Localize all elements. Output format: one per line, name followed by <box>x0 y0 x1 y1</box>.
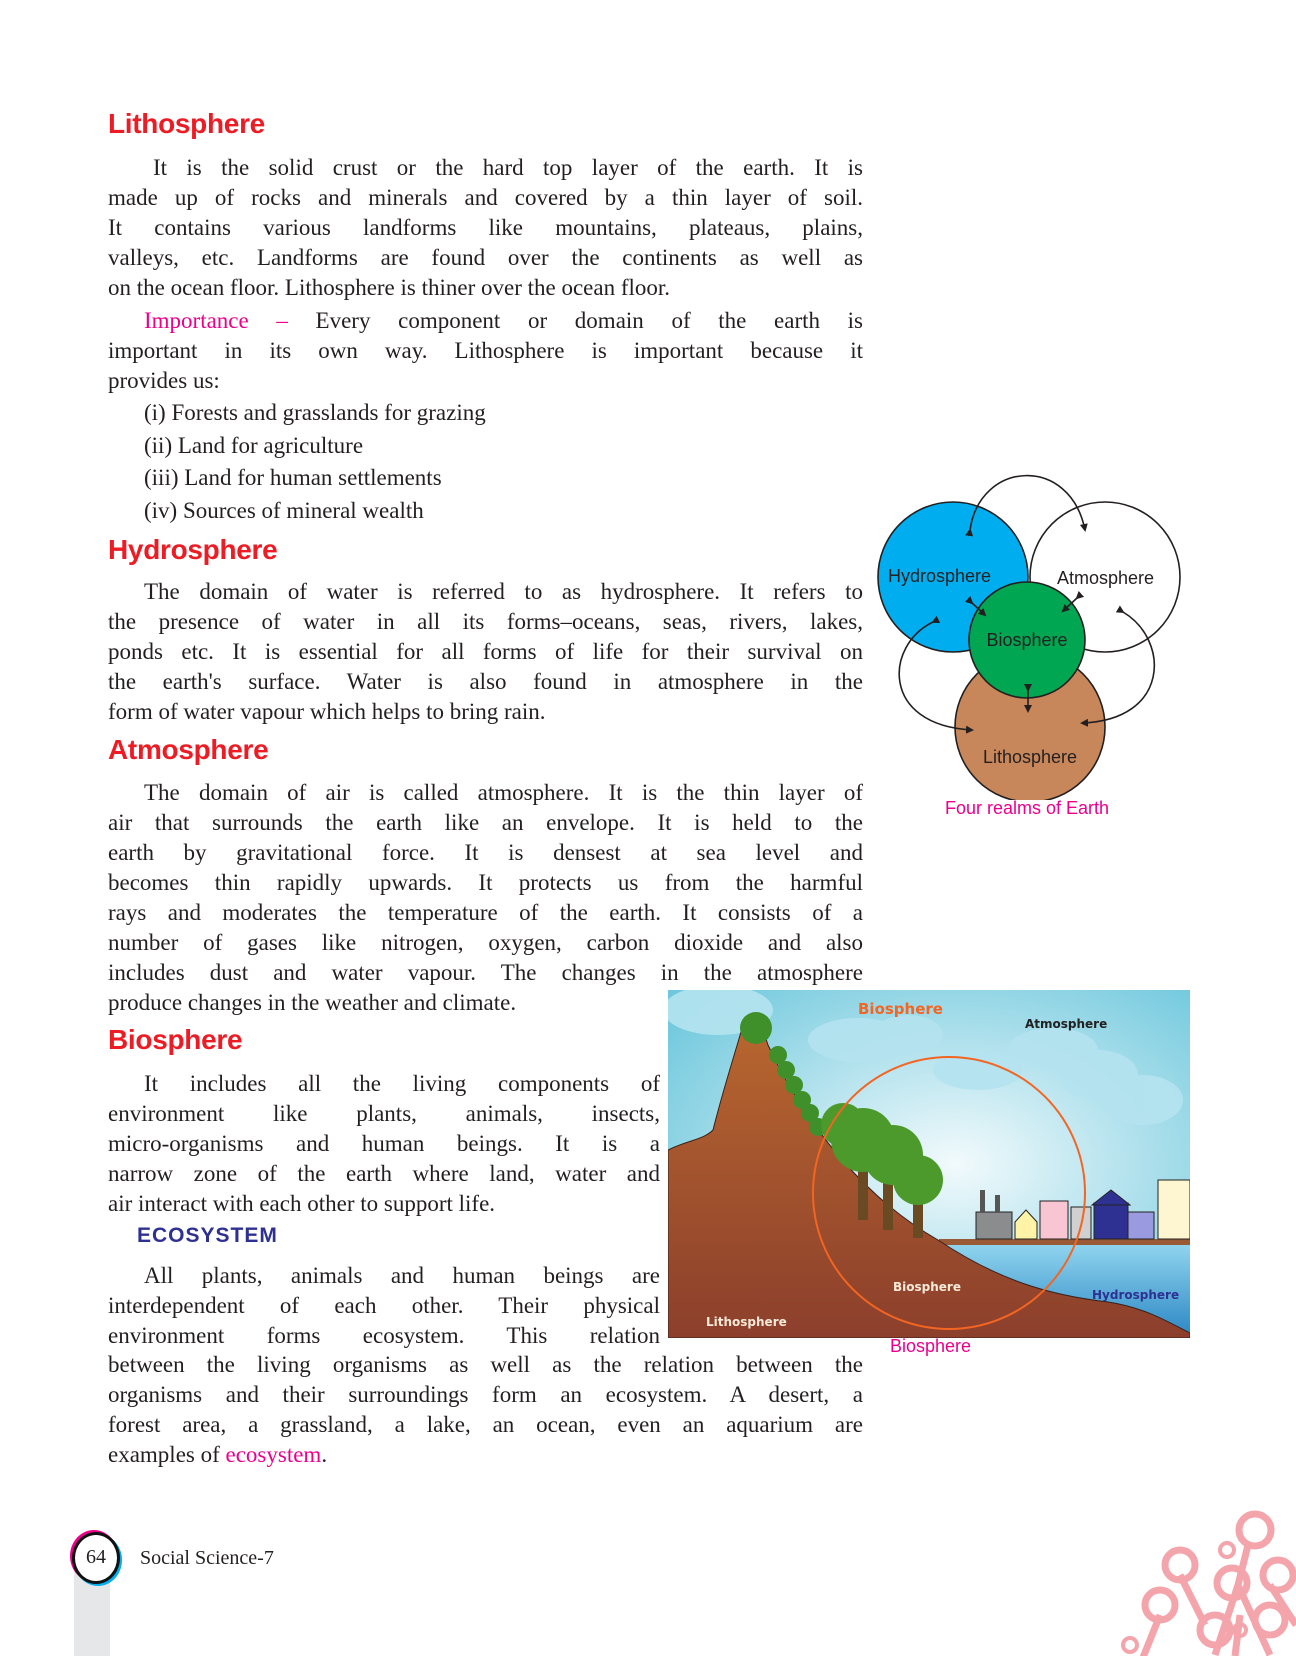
text: examples of <box>108 1442 226 1467</box>
text-line: on the ocean floor. Lithosphere is thiner over the ocean floor. <box>108 275 671 300</box>
ecosystem-link[interactable]: ecosystem <box>225 1442 322 1467</box>
list-item: (ii) Land for agriculture <box>144 432 364 458</box>
text-line: important in its own way. Lithosphere is important because it <box>108 338 863 363</box>
label-atmosphere: Atmosphere <box>1057 568 1155 588</box>
four-realms-diagram <box>860 460 1200 800</box>
importance-line <box>108 306 863 336</box>
text-line: between the living organisms as well as the relation between the <box>108 1352 863 1377</box>
lithosphere-list <box>144 398 486 528</box>
text-line: air that surrounds the earth like an envelope. It is held to the <box>108 810 863 835</box>
ecosystem-paragraph-narrow <box>108 1261 660 1351</box>
text-line: It contains various landforms like mountains, plateaus, plains, <box>108 215 863 240</box>
heading-hydrosphere: Hydrosphere <box>108 534 278 565</box>
importance-paragraph <box>108 306 863 396</box>
text-line: number of gases like nitrogen, oxygen, carbon dioxide and also <box>108 930 863 955</box>
text-line: air interact with each other to support life. <box>108 1191 496 1216</box>
biosphere-paragraph <box>108 1069 660 1219</box>
text-line: It includes all the living components of <box>144 1071 660 1096</box>
label-hydrosphere: Hydrosphere <box>1092 1288 1180 1302</box>
ecosystem-last-line <box>108 1440 863 1470</box>
text-line: micro-organisms and human beings. It is a <box>108 1131 660 1156</box>
text-line: rays and moderates the temperature of the earth. It consists of a <box>108 900 863 925</box>
list-item: (i) Forests and grasslands for grazing <box>144 400 486 425</box>
label-biosphere: Biosphere <box>986 630 1068 650</box>
text-line: the earth's surface. Water is also found in atmosphere in the <box>108 669 863 694</box>
importance-rest <box>108 336 863 396</box>
text-line: includes dust and water vapour. The changes in the atmosphere <box>108 960 863 985</box>
caption-four-realms: Four realms of Earth <box>945 798 1110 818</box>
ecosystem-lines <box>108 1350 863 1440</box>
text-line: The domain of air is called atmosphere. It is the thin layer of <box>144 780 863 805</box>
text-line: the presence of water in all its forms–oceans, seas, rivers, lakes, <box>108 609 863 634</box>
heading-lithosphere: Lithosphere <box>108 108 265 139</box>
list-item: (iv) Sources of mineral wealth <box>144 497 424 523</box>
text-line: ponds etc. It is essential for all forms of life for their survival on <box>108 639 863 664</box>
text-line: interdependent of each other. Their physical <box>108 1293 660 1318</box>
book-title: Social Science-7 <box>140 1547 274 1569</box>
text-line: becomes thin rapidly upwards. It protects us from the harmful <box>108 870 863 895</box>
importance-label: Importance – <box>144 308 288 333</box>
heading-ecosystem: ECOSYSTEM <box>137 1224 278 1247</box>
label-biosphere-top: Biosphere <box>858 1000 943 1018</box>
importance-text: Every component or domain of the earth is <box>287 308 863 333</box>
text-line: The domain of water is referred to as hydrosphere. It refers to <box>144 579 863 604</box>
text-line: organisms and their surroundings form an ecosystem. A desert, a <box>108 1382 863 1407</box>
text-line: environment forms ecosystem. This relation <box>108 1323 660 1348</box>
ecosystem-paragraph-wide <box>108 1350 863 1470</box>
decorative-molecule-icon <box>1120 1505 1296 1656</box>
text-line: valleys, etc. Landforms are found over the continents as well as <box>108 245 863 270</box>
text-line: provides us: <box>108 368 220 393</box>
biosphere-illustration <box>668 990 1190 1338</box>
text-line: form of water vapour which helps to bring rain. <box>108 699 546 724</box>
label-hydrosphere: Hydrosphere <box>888 566 992 586</box>
page-number: 64 <box>72 1532 120 1584</box>
caption-biosphere: Biosphere <box>890 1336 972 1356</box>
label-atmosphere: Atmosphere <box>1025 1017 1108 1031</box>
heading-biosphere: Biosphere <box>108 1024 243 1055</box>
atmosphere-paragraph <box>108 778 863 1018</box>
text-line: made up of rocks and minerals and covered by a thin layer of soil. <box>108 185 863 210</box>
text-line: forest area, a grassland, a lake, an ocean, even an aquarium are <box>108 1412 863 1437</box>
text-line: narrow zone of the earth where land, water and <box>108 1161 660 1186</box>
heading-atmosphere: Atmosphere <box>108 734 269 765</box>
hydrosphere-paragraph <box>108 577 863 727</box>
label-lithosphere: Lithosphere <box>982 747 1078 767</box>
shore <box>939 1239 1190 1245</box>
list-item: (iii) Land for human settlements <box>144 465 442 490</box>
text-line: produce changes in the weather and climate. <box>108 990 517 1015</box>
text-line: It is the solid crust or the hard top layer of the earth. It is <box>153 155 863 180</box>
label-biosphere-inner: Biosphere <box>893 1280 961 1294</box>
text-line: environment like plants, animals, insects, <box>108 1101 660 1126</box>
label-lithosphere: Lithosphere <box>706 1315 787 1329</box>
text: . <box>321 1442 328 1467</box>
lithosphere-paragraph <box>108 153 863 303</box>
text-line: earth by gravitational force. It is densest at sea level and <box>108 840 863 865</box>
text-line: All plants, animals and human beings are <box>144 1263 660 1288</box>
